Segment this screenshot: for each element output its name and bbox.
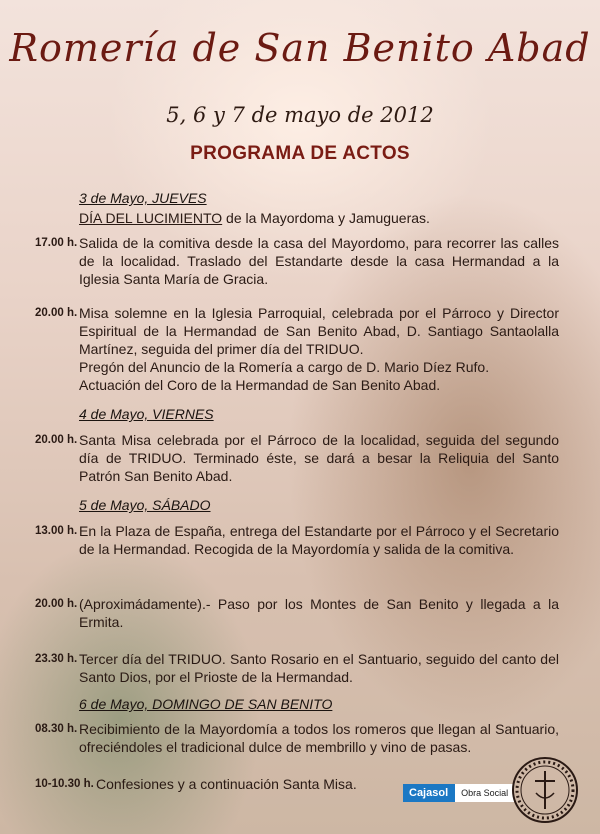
event-line: (Aproximádamente).- Paso por los Montes de San Benito y llegada a la Ermita. — [79, 596, 559, 630]
event-line: Santa Misa celebrada por el Párroco de la localidad, seguida del segundo día de TRIDUO. Terminado éste, se dará a besar la Reliquia del Santo Patrón San Benito Abad. — [79, 432, 559, 484]
day-heading-saturday: 5 de Mayo, SÁBADO — [79, 497, 211, 513]
event-time: 20.00 h. — [35, 598, 78, 610]
lucimiento-label: DÍA DEL LUCIMIENTO — [79, 210, 223, 226]
event-time: 08.30 h. — [35, 723, 78, 735]
event-description — [79, 431, 559, 485]
event-line: Recibimiento de la Mayordomía a todos los romeros que llegan al Santuario, ofreciéndoles el tradicional dulce de membrillo y vino de pasas. — [79, 721, 559, 755]
event-line: Tercer día del TRIDUO. Santo Rosario en el Santuario, seguido del canto del Santo Dios, por el Prioste de la Hermandad. — [79, 651, 559, 685]
cajasol-logo — [403, 782, 514, 804]
event-description — [79, 650, 559, 686]
event-line: Confesiones y a continuación Santa Misa. — [96, 776, 357, 792]
event-line: En la Plaza de España, entrega del Estandarte por el Párroco y el Secretario de la Hermandad. Recogida de la Mayordomía y salida de la comitiva. — [79, 523, 559, 557]
event-line: Salida de la comitiva desde la casa del Mayordomo, para recorrer las calles de la localidad. Traslado del Estandarte desde la casa Hermandad a la Iglesia Santa María de Gracia. — [79, 235, 559, 287]
event-description — [79, 595, 559, 631]
event-time: 13.00 h. — [35, 525, 78, 537]
event-time: 20.00 h. — [35, 434, 78, 446]
poster-title: Romería de San Benito Abad — [9, 26, 591, 70]
event-description — [79, 522, 559, 558]
event-dates: 5, 6 y 7 de mayo de 2012 — [166, 103, 434, 127]
day-heading-friday: 4 de Mayo, VIERNES — [79, 406, 214, 422]
cajasol-brand: Cajasol — [403, 784, 454, 802]
event-description — [79, 720, 559, 756]
event-time: 17.00 h. — [35, 237, 78, 249]
event-time: 10-10.30 h. — [35, 778, 94, 790]
event-time: 23.30 h. — [35, 653, 78, 665]
event-description — [79, 304, 559, 394]
day-subheading-thursday — [79, 210, 430, 226]
event-line: Pregón del Anuncio de la Romería a cargo de D. Mario Díez Rufo. — [79, 359, 490, 375]
day-heading-sunday: 6 de Mayo, DOMINGO DE SAN BENITO — [79, 696, 333, 712]
day-heading-thursday: 3 de Mayo, JUEVES — [79, 190, 207, 206]
event-time: 20.00 h. — [35, 307, 78, 319]
program-heading: PROGRAMA DE ACTOS — [190, 143, 410, 164]
lucimiento-rest: de la Mayordoma y Jamugueras. — [222, 210, 430, 226]
event-line: Misa solemne en la Iglesia Parroquial, celebrada por el Párroco y Director Espiritual de la Hermandad de San Benito Abad, D. Santiago Santaolalla Martínez, seguida del primer día del TRIDUO. — [79, 305, 559, 357]
brotherhood-seal-icon — [510, 755, 580, 825]
obra-social-label: Obra Social — [454, 784, 514, 802]
event-description — [79, 234, 559, 288]
event-line: Actuación del Coro de la Hermandad de San Benito Abad. — [79, 377, 441, 393]
